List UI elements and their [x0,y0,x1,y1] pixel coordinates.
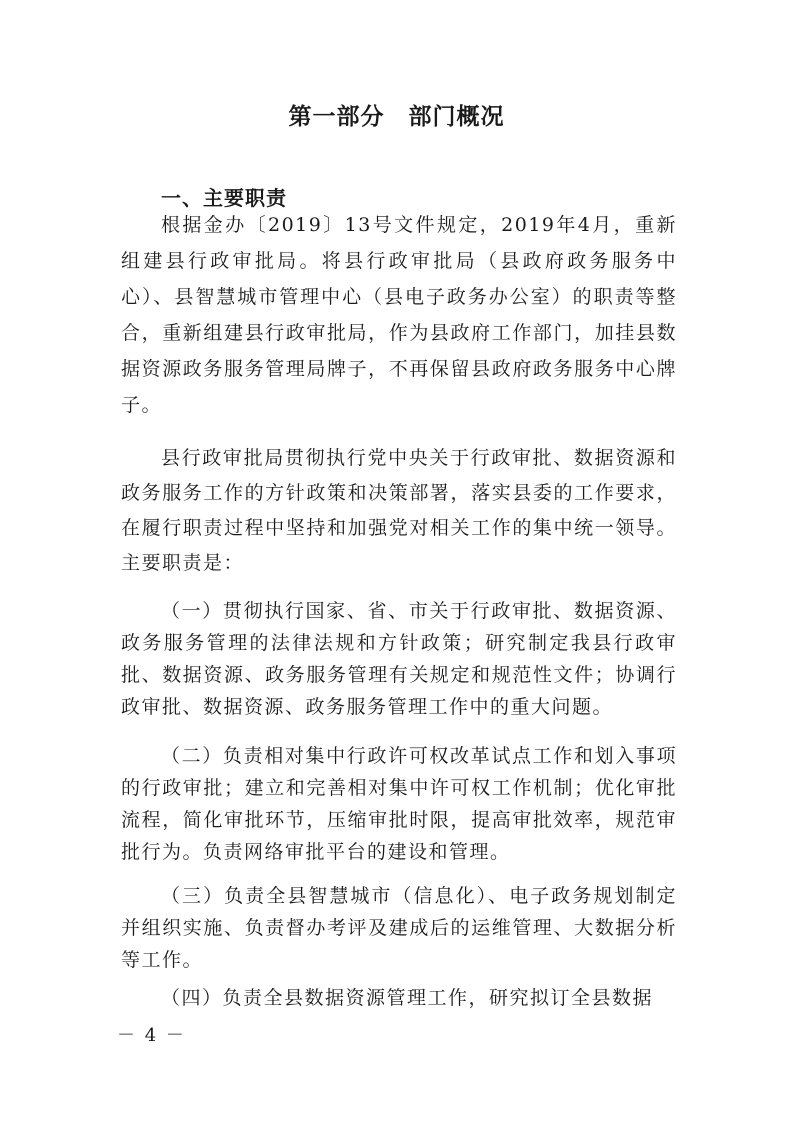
section-heading: 一、主要职责 [161,186,287,210]
paragraph-text: （二）负责相对集中行政许可权改革试点工作和划入事项的行政审批；建立和完善相对集中许可权工作机制；优化审批流程，简化审批环节，压缩审批时限，提高审批效率，规范审批行为。负责网络审批平台的建设和管理。 [121,745,677,863]
paragraph-text: （四）负责全县数据资源管理工作，研究拟订全县数据 [161,987,654,1009]
paragraph-duty-4 [121,980,677,1016]
page-number: － 4 － [117,1025,186,1046]
paragraph-duty-2 [121,740,677,868]
paragraph-text: （一）贯彻执行国家、省、市关于行政审批、数据资源、政务服务管理的法律法规和方针政策；研究制定我县行政审批、数据资源、政务服务管理有关规定和规范性文件；协调行政审批、数据资源、政务服务管理工作中的重大问题。 [121,600,677,718]
paragraph-reorganization [121,207,677,423]
paragraph-text: （三）负责全县智慧城市（信息化）、电子政务规划制定并组织实施、负责督办考评及建成后的运维管理、大数据分析等工作。 [121,885,677,971]
paragraph-duty-3 [121,880,677,976]
paragraph-text: 根据金办〔2019〕13号文件规定，2019年4月，重新组建县行政审批局。将县行政审批局（县政府政务服务中心）、县智慧城市管理中心（县电子政务办公室）的职责等整合，重新组建县行政审批局，作为县政府工作部门，加挂县数据资源政务服务管理局牌子，不再保留县政府政务服务中心牌子。 [121,214,677,416]
page-title: 第一部分 部门概况 [288,104,505,130]
paragraph-duty-1 [121,595,677,723]
paragraph-mandate [121,441,677,581]
paragraph-text: 县行政审批局贯彻执行党中央关于行政审批、数据资源和政务服务工作的方针政策和决策部署，落实县委的工作要求，在履行职责过程中坚持和加强党对相关工作的集中统一领导。主要职责是： [121,447,677,574]
